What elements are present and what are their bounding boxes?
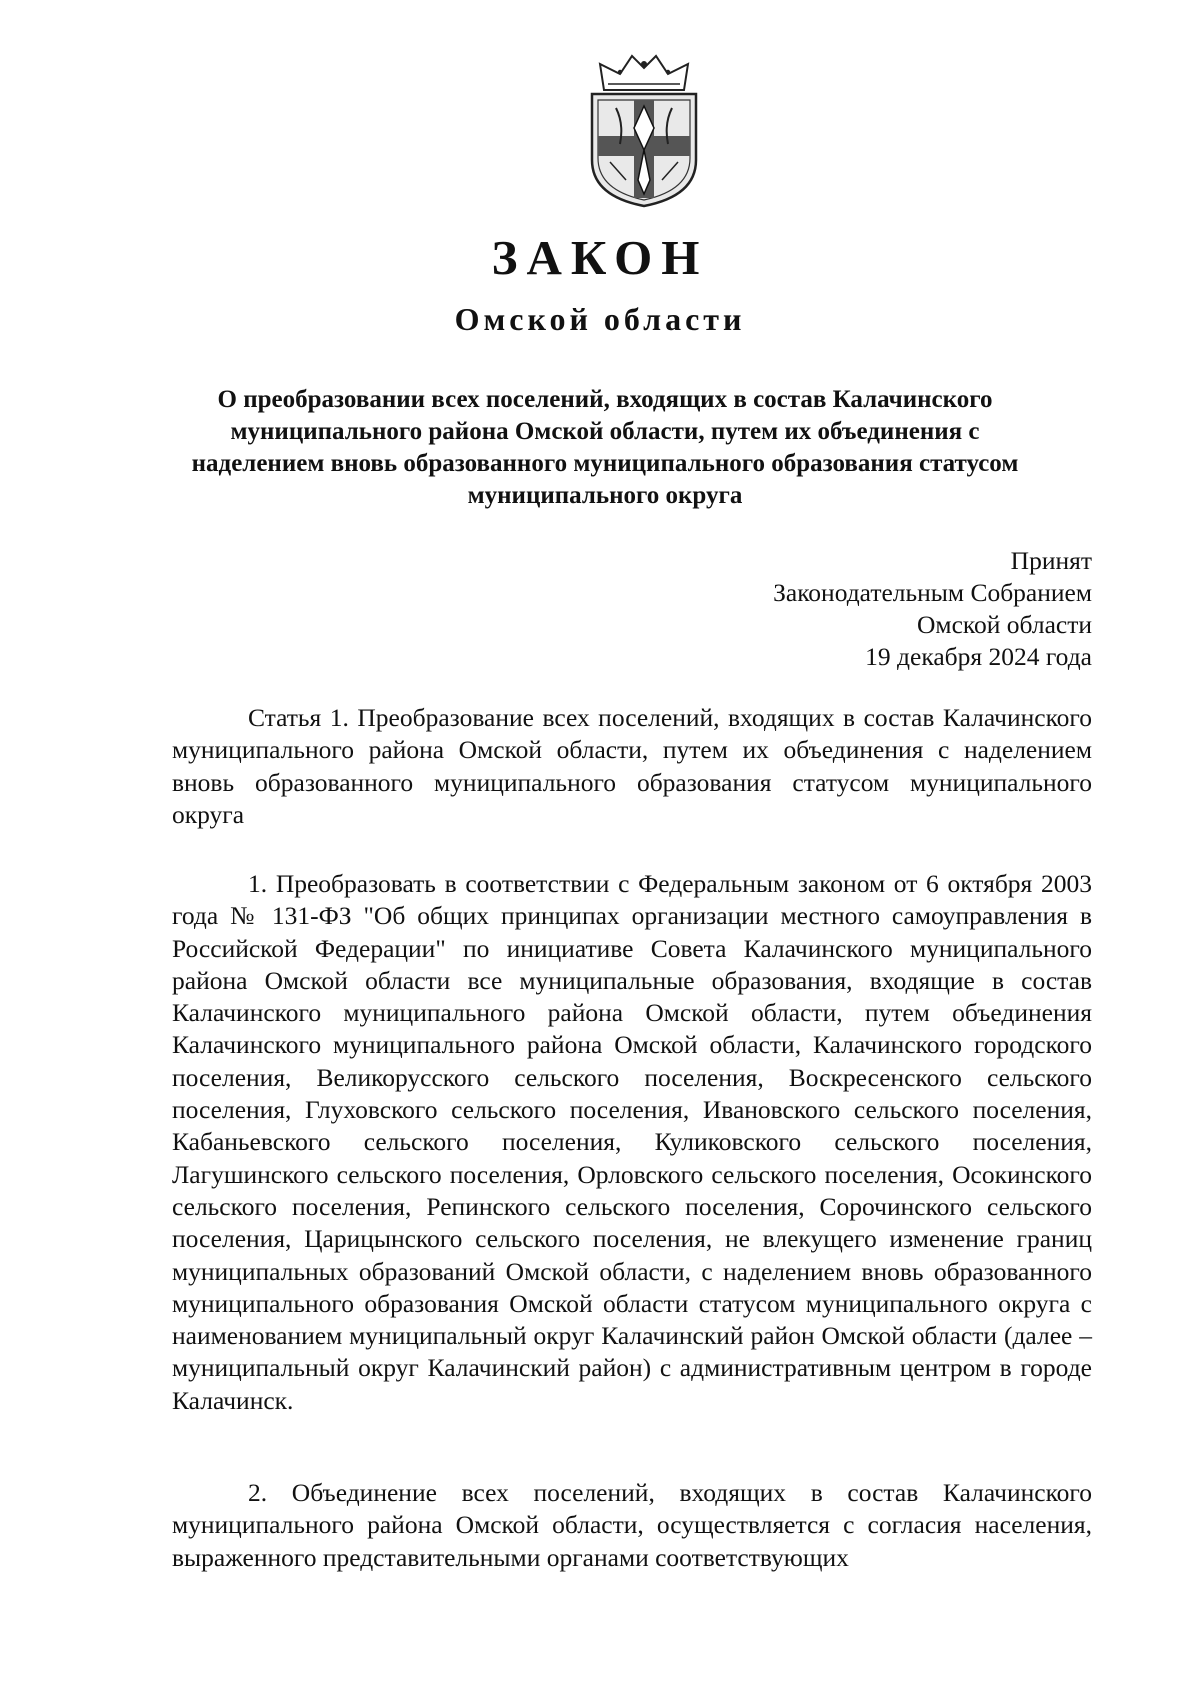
- adopted-date: 19 декабря 2024 года: [865, 642, 1092, 671]
- article-1-paragraph-2: 2. Объединение всех поселений, входящих в состав Калачинского муниципального района Омской области, осуществляется с согласия населения, выраженного представительными органами соответствующих: [172, 1478, 1092, 1572]
- adopted-label: Принят: [1010, 546, 1092, 575]
- adoption-block: [773, 545, 1092, 673]
- adopted-region: Омской области: [917, 610, 1092, 639]
- adopted-by: Законодательным Собранием: [773, 578, 1092, 607]
- article-1-heading: Статья 1. Преобразование всех поселений, входящих в состав Калачинского муниципального района Омской области, путем их объединения с наделением вновь образованного муниципального образования статусом муниципального округа: [172, 703, 1092, 829]
- law-subject: О преобразовании всех поселений, входящих в состав Калачинского муниципального района Омской области, путем их объединения с наделением вновь образованного муниципального образования статусом муниципального округа: [191, 386, 1019, 509]
- law-title: ЗАКОН: [491, 230, 709, 285]
- law-region: Омской области: [454, 301, 746, 337]
- omsk-oblast-coat-of-arms-icon: [580, 50, 708, 208]
- article-1-paragraph-1: 1. Преобразовать в соответствии с Федеральным законом от 6 октября 2003 года № 131-ФЗ "Об общих принципах организации местного самоуправления в Российской Федерации" по инициативе Совета Калачинского муниципального района Омской области все муниципальные образования, входящие в состав Калачинского муниципального района Омской области, путем объединения Калачинского муниципального района Омской области, Калачинского городского поселения, Великорусского сельского поселения, Воскресенского сельского поселения, Глуховского сельского поселения, Ивановского сельского поселения, Кабаньевского сельского поселения, Куликовского сельского поселения, Лагушинского сельского поселения, Орловского сельского поселения, Осокинского сельского поселения, Репинского сельского поселения, Сорочинского сельского поселения, Царицынского сельского поселения, не влекущего изменение границ муниципальных образований Омской области, с наделением вновь образованного муниципального образования Омской области статусом муниципального округа с наименованием муниципальный округ Калачинский район Омской области (далее – муниципальный округ Калачинский район) с административным центром в городе Калачинск.: [172, 869, 1092, 1415]
